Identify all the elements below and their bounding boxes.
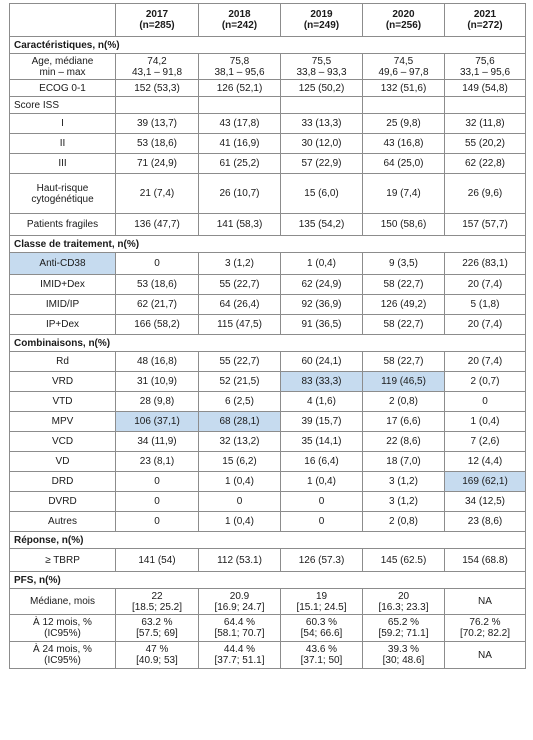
table-cell: 75,8 38,1 – 95,6 <box>199 54 281 80</box>
table-cell: 55 (20,2) <box>445 134 526 154</box>
table-cell <box>445 97 526 114</box>
table-cell: 5 (1,8) <box>445 295 526 315</box>
row-label: IP+Dex <box>10 315 116 335</box>
table-cell: 22 (8,6) <box>363 432 445 452</box>
table-cell: 166 (58,2) <box>116 315 199 335</box>
header-col-2019 <box>281 4 363 37</box>
table-cell: 0 <box>116 472 199 492</box>
header-n: (n=272) <box>467 20 503 31</box>
table-cell: 149 (54,8) <box>445 80 526 97</box>
table-cell: 60 (24,1) <box>281 352 363 372</box>
table-cell: 76.2 % [70.2; 82.2] <box>445 615 526 642</box>
section-header-row <box>10 572 526 589</box>
table-cell: 57 (22,9) <box>281 154 363 174</box>
table-cell: 74,5 49,6 – 97,8 <box>363 54 445 80</box>
table-cell: 91 (36,5) <box>281 315 363 335</box>
table-cell: 18 (7,0) <box>363 452 445 472</box>
row-label: IMID/IP <box>10 295 116 315</box>
table-row <box>10 174 526 214</box>
row-label: Médiane, mois <box>10 589 116 615</box>
table-row <box>10 412 526 432</box>
table-row <box>10 432 526 452</box>
table-cell: 157 (57,7) <box>445 214 526 236</box>
table-cell: 15 (6,2) <box>199 452 281 472</box>
table-cell: 126 (57.3) <box>281 549 363 572</box>
header-n: (n=242) <box>221 20 258 31</box>
section-title: Classe de traitement, n(%) <box>10 236 526 253</box>
header-year: 2017 <box>145 9 169 20</box>
table-cell: 30 (12,0) <box>281 134 363 154</box>
section-header-row <box>10 532 526 549</box>
row-label: Patients fragiles <box>10 214 116 236</box>
table-cell: 33 (13,3) <box>281 114 363 134</box>
table-cell: 28 (9,8) <box>116 392 199 412</box>
row-label: III <box>10 154 116 174</box>
row-label: ECOG 0-1 <box>10 80 116 97</box>
row-label: I <box>10 114 116 134</box>
table-cell: 4 (1,6) <box>281 392 363 412</box>
table-cell: 112 (53.1) <box>199 549 281 572</box>
header-col-2021 <box>445 4 526 37</box>
section-header-row <box>10 335 526 352</box>
table-cell: 106 (37,1) <box>116 412 199 432</box>
table-cell: 126 (49,2) <box>363 295 445 315</box>
table-cell: 92 (36,9) <box>281 295 363 315</box>
table-cell: 75,5 33,8 – 93,3 <box>281 54 363 80</box>
header-col-2018 <box>199 4 281 37</box>
table-cell: 19 (7,4) <box>363 174 445 214</box>
table-cell: 119 (46,5) <box>363 372 445 392</box>
table-cell: 135 (54,2) <box>281 214 363 236</box>
table-cell: 48 (16,8) <box>116 352 199 372</box>
table-cell: 23 (8,1) <box>116 452 199 472</box>
table-cell <box>363 97 445 114</box>
table-cell: 15 (6,0) <box>281 174 363 214</box>
row-label: Haut-risque cytogénétique <box>10 174 116 214</box>
table-cell: 60.3 % [54; 66.6] <box>281 615 363 642</box>
header-col-2017 <box>116 4 199 37</box>
table-cell: 150 (58,6) <box>363 214 445 236</box>
row-label: Anti-CD38 <box>10 253 116 275</box>
table-row <box>10 512 526 532</box>
table-cell: 22 [18.5; 25.2] <box>116 589 199 615</box>
row-label: MPV <box>10 412 116 432</box>
table-cell: 64 (25,0) <box>363 154 445 174</box>
table-row <box>10 295 526 315</box>
table-cell: 141 (54) <box>116 549 199 572</box>
table-cell: 32 (11,8) <box>445 114 526 134</box>
results-table <box>9 3 526 669</box>
table-row <box>10 80 526 97</box>
table-row <box>10 253 526 275</box>
table-row <box>10 372 526 392</box>
table-cell: 39.3 % [30; 48.6] <box>363 642 445 669</box>
table-cell: 43 (16,8) <box>363 134 445 154</box>
row-label: DRD <box>10 472 116 492</box>
table-row <box>10 452 526 472</box>
table-cell: 2 (0,8) <box>363 512 445 532</box>
table-cell: 152 (53,3) <box>116 80 199 97</box>
table-cell: 1 (0,4) <box>445 412 526 432</box>
table-cell: 52 (21,5) <box>199 372 281 392</box>
section-header-row <box>10 37 526 54</box>
table-cell: 0 <box>116 492 199 512</box>
table-cell: 20.9 [16.9; 24.7] <box>199 589 281 615</box>
table-row <box>10 549 526 572</box>
table-cell: 25 (9,8) <box>363 114 445 134</box>
table-cell: 1 (0,4) <box>199 472 281 492</box>
row-label: Score ISS <box>10 97 116 114</box>
table-cell: 3 (1,2) <box>363 472 445 492</box>
header-corner <box>10 4 116 37</box>
table-cell: 32 (13,2) <box>199 432 281 452</box>
row-label: À 24 mois, % (IC95%) <box>10 642 116 669</box>
table-cell: 53 (18,6) <box>116 275 199 295</box>
table-cell: 41 (16,9) <box>199 134 281 154</box>
row-label: DVRD <box>10 492 116 512</box>
row-label: IMID+Dex <box>10 275 116 295</box>
table-row <box>10 615 526 642</box>
table-row <box>10 315 526 335</box>
row-label: II <box>10 134 116 154</box>
table-cell: 1 (0,4) <box>281 472 363 492</box>
table-cell: 63.2 % [57.5; 69] <box>116 615 199 642</box>
table-cell: 3 (1,2) <box>199 253 281 275</box>
table-cell: 53 (18,6) <box>116 134 199 154</box>
table-row <box>10 54 526 80</box>
table-cell: 83 (33,3) <box>281 372 363 392</box>
table-cell: 19 [15.1; 24.5] <box>281 589 363 615</box>
table-cell: 7 (2,6) <box>445 432 526 452</box>
row-label: VTD <box>10 392 116 412</box>
table-cell: 145 (62.5) <box>363 549 445 572</box>
table-cell: 74,2 43,1 – 91,8 <box>116 54 199 80</box>
table-row <box>10 492 526 512</box>
header-year: 2019 <box>310 9 333 20</box>
table-cell: 39 (13,7) <box>116 114 199 134</box>
table-cell: 61 (25,2) <box>199 154 281 174</box>
table-cell: 55 (22,7) <box>199 275 281 295</box>
table-cell: 26 (9,6) <box>445 174 526 214</box>
section-header-row <box>10 236 526 253</box>
table-cell: 226 (83,1) <box>445 253 526 275</box>
table-cell: 0 <box>199 492 281 512</box>
table-cell: 16 (6,4) <box>281 452 363 472</box>
row-label: Autres <box>10 512 116 532</box>
table-cell: 64 (26,4) <box>199 295 281 315</box>
table-cell: 35 (14,1) <box>281 432 363 452</box>
table-cell: 31 (10,9) <box>116 372 199 392</box>
table-cell: 23 (8,6) <box>445 512 526 532</box>
table-cell: 65.2 % [59.2; 71.1] <box>363 615 445 642</box>
table-cell: 64.4 % [58.1; 70.7] <box>199 615 281 642</box>
table-cell: 26 (10,7) <box>199 174 281 214</box>
table-cell: 34 (12,5) <box>445 492 526 512</box>
table-cell: 68 (28,1) <box>199 412 281 432</box>
section-title: Caractéristiques, n(%) <box>10 37 526 54</box>
table-cell <box>116 97 199 114</box>
table-cell: 58 (22,7) <box>363 352 445 372</box>
table-cell: 125 (50,2) <box>281 80 363 97</box>
table-cell <box>199 97 281 114</box>
header-year: 2018 <box>228 9 251 20</box>
section-title: PFS, n(%) <box>10 572 526 589</box>
table-cell: 154 (68.8) <box>445 549 526 572</box>
table-cell <box>281 97 363 114</box>
table-cell: 0 <box>281 512 363 532</box>
table-row <box>10 114 526 134</box>
header-col-2020 <box>363 4 445 37</box>
table-cell: 2 (0,7) <box>445 372 526 392</box>
table-cell: 34 (11,9) <box>116 432 199 452</box>
results-table-container <box>9 3 526 669</box>
section-title: Réponse, n(%) <box>10 532 526 549</box>
table-cell: 20 (7,4) <box>445 275 526 295</box>
table-cell: 75,6 33,1 – 95,6 <box>445 54 526 80</box>
table-row <box>10 134 526 154</box>
table-row <box>10 154 526 174</box>
table-cell: 1 (0,4) <box>199 512 281 532</box>
table-cell: 55 (22,7) <box>199 352 281 372</box>
table-row <box>10 472 526 492</box>
table-cell: 39 (15,7) <box>281 412 363 432</box>
table-cell: 12 (4,4) <box>445 452 526 472</box>
table-cell: NA <box>445 589 526 615</box>
table-body <box>10 37 526 669</box>
table-cell: 0 <box>116 512 199 532</box>
table-cell: 20 [16.3; 23.3] <box>363 589 445 615</box>
row-label: À 12 mois, % (IC95%) <box>10 615 116 642</box>
table-cell: 62 (21,7) <box>116 295 199 315</box>
table-row <box>10 392 526 412</box>
row-label: VD <box>10 452 116 472</box>
table-cell: 47 % [40.9; 53] <box>116 642 199 669</box>
table-cell: 126 (52,1) <box>199 80 281 97</box>
row-label: Age, médiane min – max <box>10 54 116 80</box>
row-label: Rd <box>10 352 116 372</box>
table-cell: 132 (51,6) <box>363 80 445 97</box>
section-title: Combinaisons, n(%) <box>10 335 526 352</box>
table-row <box>10 275 526 295</box>
table-row <box>10 214 526 236</box>
table-cell: 0 <box>116 253 199 275</box>
table-cell: 17 (6,6) <box>363 412 445 432</box>
table-cell: NA <box>445 642 526 669</box>
header-n: (n=256) <box>385 20 422 31</box>
table-row <box>10 642 526 669</box>
table-cell: 20 (7,4) <box>445 352 526 372</box>
table-cell: 21 (7,4) <box>116 174 199 214</box>
table-cell: 43 (17,8) <box>199 114 281 134</box>
table-cell: 71 (24,9) <box>116 154 199 174</box>
table-row <box>10 352 526 372</box>
table-cell: 44.4 % [37.7; 51.1] <box>199 642 281 669</box>
table-cell: 58 (22,7) <box>363 315 445 335</box>
table-row <box>10 589 526 615</box>
header-n: (n=285) <box>139 20 175 31</box>
row-label: VRD <box>10 372 116 392</box>
header-row <box>10 4 526 37</box>
table-cell: 62 (24,9) <box>281 275 363 295</box>
table-cell: 9 (3,5) <box>363 253 445 275</box>
table-cell: 62 (22,8) <box>445 154 526 174</box>
table-cell: 136 (47,7) <box>116 214 199 236</box>
header-n: (n=249) <box>303 20 340 31</box>
table-cell: 0 <box>445 392 526 412</box>
header-year: 2021 <box>473 9 497 20</box>
header-year: 2020 <box>392 9 415 20</box>
row-label: ≥ TBRP <box>10 549 116 572</box>
table-cell: 58 (22,7) <box>363 275 445 295</box>
table-cell: 3 (1,2) <box>363 492 445 512</box>
table-cell: 0 <box>281 492 363 512</box>
table-row <box>10 97 526 114</box>
row-label: VCD <box>10 432 116 452</box>
table-cell: 1 (0,4) <box>281 253 363 275</box>
table-cell: 141 (58,3) <box>199 214 281 236</box>
table-cell: 20 (7,4) <box>445 315 526 335</box>
table-cell: 115 (47,5) <box>199 315 281 335</box>
table-cell: 6 (2,5) <box>199 392 281 412</box>
table-cell: 169 (62,1) <box>445 472 526 492</box>
table-cell: 43.6 % [37.1; 50] <box>281 642 363 669</box>
table-cell: 2 (0,8) <box>363 392 445 412</box>
